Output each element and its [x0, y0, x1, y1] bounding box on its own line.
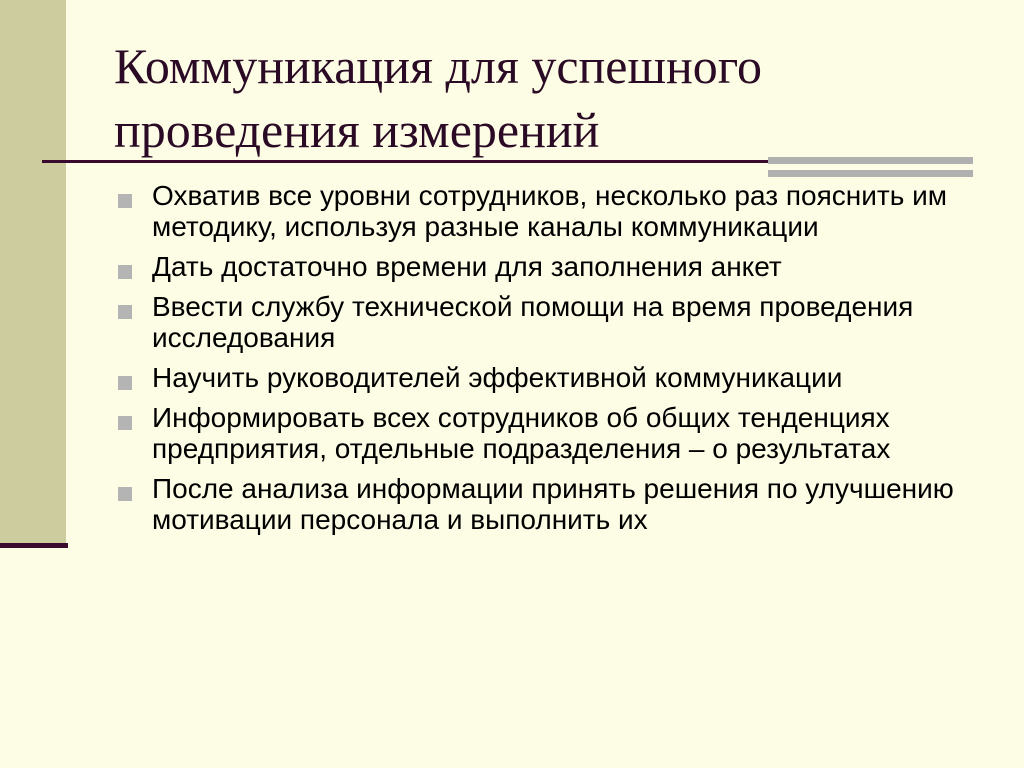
square-bullet-icon [118, 487, 132, 501]
bullet-item [112, 180, 982, 242]
side-decor-line [0, 543, 68, 548]
bullet-item [112, 251, 982, 282]
title-accent-bar-lower [768, 170, 973, 177]
bullet-item [112, 473, 982, 535]
title-accent-bar-upper [768, 157, 973, 164]
square-bullet-icon [118, 416, 132, 430]
bullet-text: Научить руководителей эффективной коммуникации [152, 362, 843, 393]
square-bullet-icon [118, 194, 132, 208]
title-divider-line [42, 160, 782, 163]
bullet-item [112, 362, 982, 393]
slide-title: Коммуникация для успешного проведения измерений [114, 38, 762, 158]
bullet-item [112, 291, 982, 353]
side-decor-bar [0, 0, 66, 546]
bullet-list [112, 180, 982, 544]
bullet-text: Охватив все уровни сотрудников, несколько раз пояснить им методику, используя разные каналы коммуникации [152, 180, 947, 242]
bullet-item [112, 402, 982, 464]
bullet-text: После анализа информации принять решения по улучшению мотивации персонала и выполнить их [152, 473, 954, 535]
bullet-text: Ввести службу технической помощи на время проведения исследования [152, 291, 914, 353]
bullet-text: Информировать всех сотрудников об общих тенденциях предприятия, отдельные подразделения – о результатах [152, 402, 891, 464]
square-bullet-icon [118, 305, 132, 319]
square-bullet-icon [118, 265, 132, 279]
square-bullet-icon [118, 376, 132, 390]
bullet-text: Дать достаточно времени для заполнения анкет [152, 251, 782, 282]
